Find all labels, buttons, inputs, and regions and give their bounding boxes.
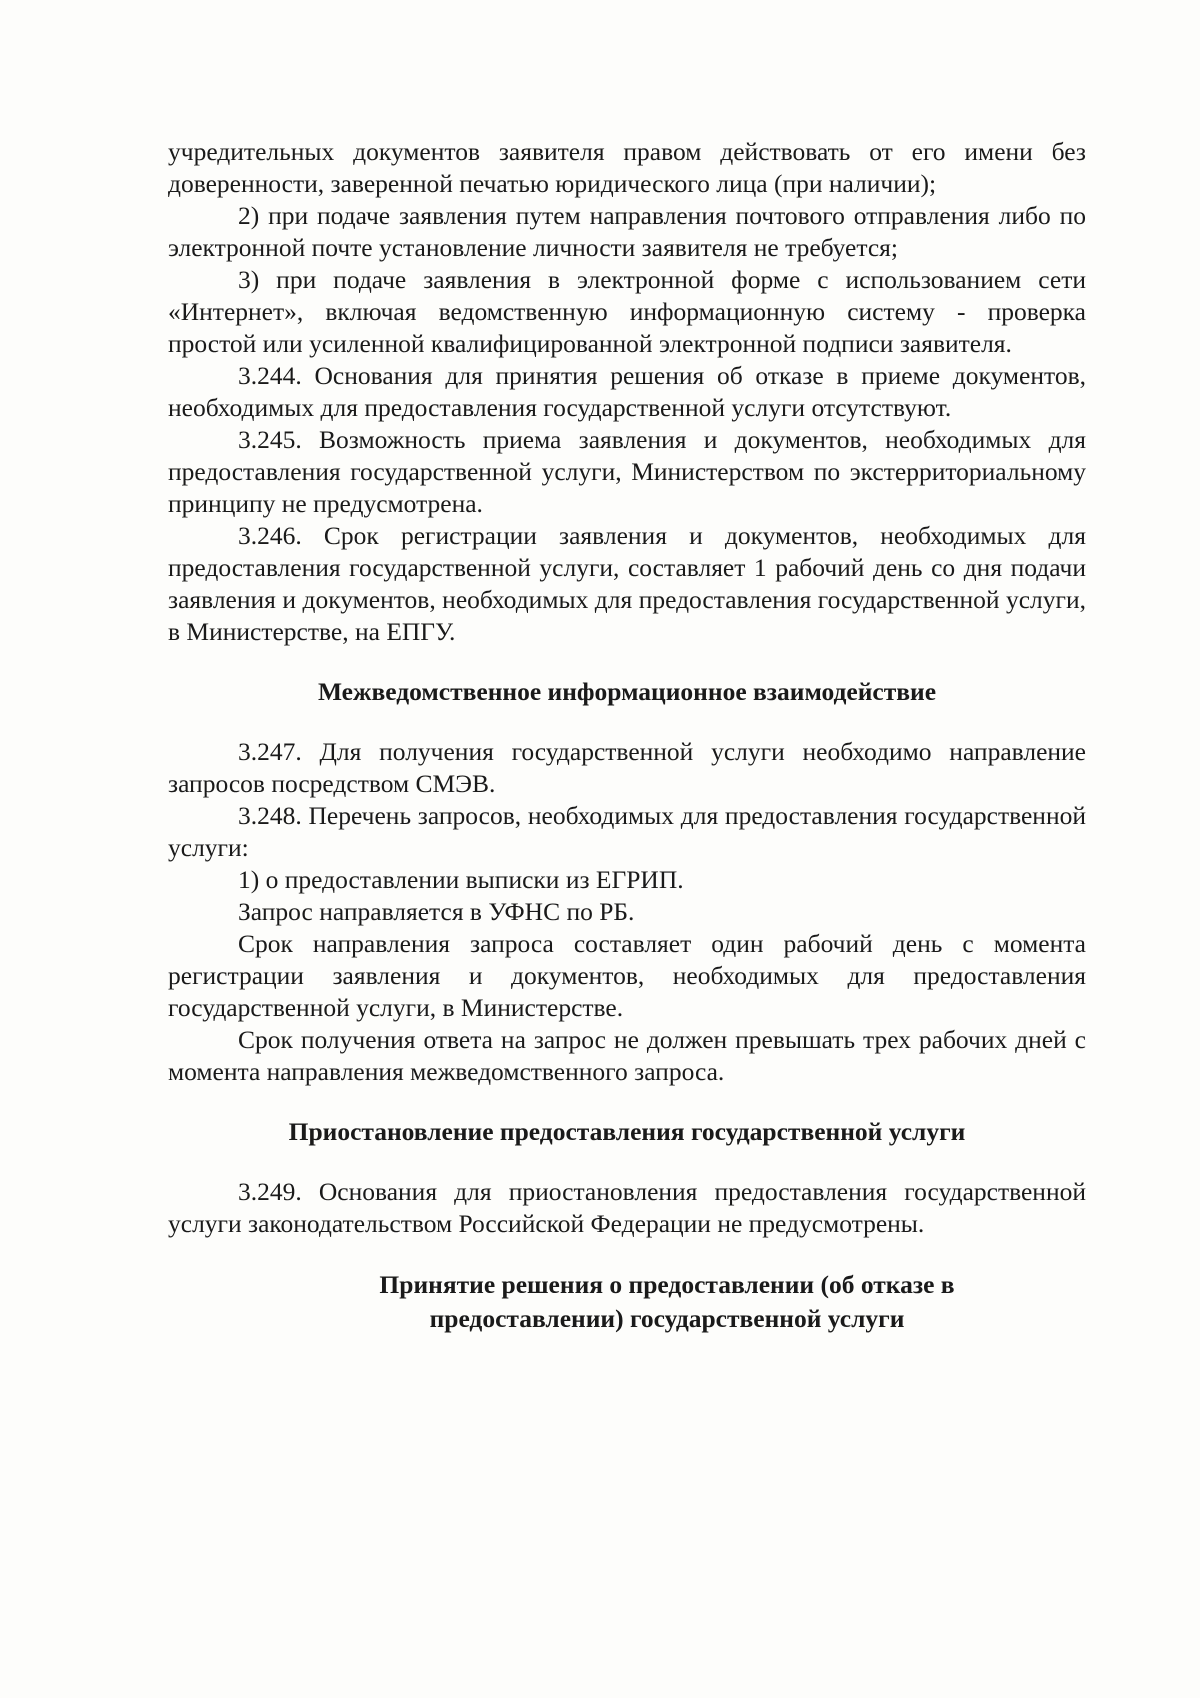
paragraph-3-245: 3.245. Возможность приема заявления и документов, необходимых для предоставления государственной услуги, Министерством по экстерриториальному принципу не предусмотрена.: [168, 425, 1086, 518]
paragraph-3-249: 3.249. Основания для приостановления предоставления государственной услуги законодательством Российской Федерации не предусмотрены.: [168, 1177, 1086, 1238]
paragraph-3-244: 3.244. Основания для принятия решения об отказе в приеме документов, необходимых для предоставления государственной услуги отсутствуют.: [168, 361, 1086, 422]
paragraph-3-248: 3.248. Перечень запросов, необходимых для предоставления государственной услуги:: [168, 801, 1086, 862]
paragraph-egrip: 1) о предоставлении выписки из ЕГРИП.: [238, 865, 684, 894]
paragraph-3-246: 3.246. Срок регистрации заявления и документов, необходимых для предоставления государственной услуги, составляет 1 рабочий день со дня подачи заявления и документов, необходимых для предоставления государственной услуги, в Министерстве, на ЕПГУ.: [168, 521, 1086, 646]
paragraph-founding-docs: учредительных документов заявителя правом действовать от его имени без доверенности, заверенной печатью юридического лица (при наличии);: [168, 137, 1086, 198]
document-body: [168, 136, 1086, 1336]
paragraph-ufns: Запрос направляется в УФНС по РБ.: [238, 897, 635, 926]
paragraph-item-3: 3) при подаче заявления в электронной форме с использованием сети «Интернет», включая ведомственную информационную систему - проверка простой или усиленной квалифицированной электронной подписи заявителя.: [168, 265, 1086, 358]
heading-suspension: Приостановление предоставления государственной услуги: [288, 1117, 966, 1146]
heading-decision-line-1: Принятие решения о предоставлении (об отказе в: [379, 1270, 955, 1299]
heading-decision-line-2: предоставлении) государственной услуги: [429, 1304, 905, 1333]
paragraph-3-247: 3.247. Для получения государственной услуги необходимо направление запросов посредством СМЭВ.: [168, 737, 1086, 798]
heading-decision: [168, 1268, 1086, 1336]
heading-interagency: Межведомственное информационное взаимодействие: [317, 677, 937, 706]
paragraph-request-term: Срок направления запроса составляет один рабочий день с момента регистрации заявления и документов, необходимых для предоставления государственной услуги, в Министерстве.: [168, 929, 1086, 1022]
paragraph-response-term: Срок получения ответа на запрос не должен превышать трех рабочих дней с момента направления межведомственного запроса.: [168, 1025, 1086, 1086]
paragraph-item-2: 2) при подаче заявления путем направления почтового отправления либо по электронной почте установление личности заявителя не требуется;: [168, 201, 1086, 262]
